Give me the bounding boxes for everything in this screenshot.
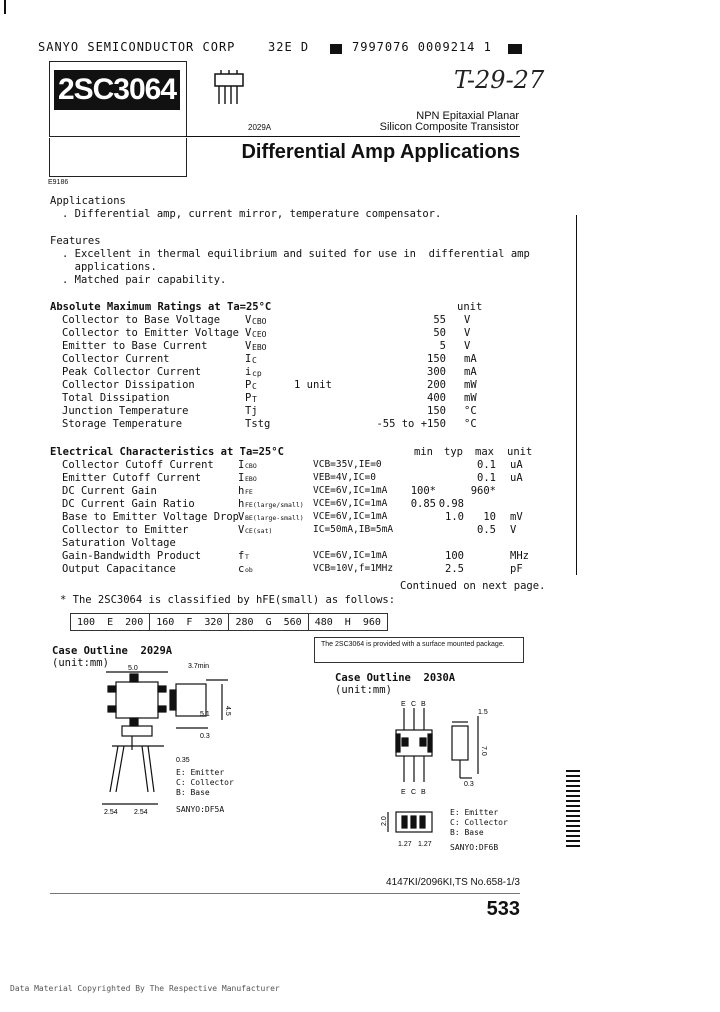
elec-col-min: min [414, 446, 433, 458]
abs-unit: V [464, 327, 471, 339]
part-number-badge [54, 70, 180, 110]
elec-heading: Electrical Characteristics at Ta=25°C [50, 446, 284, 458]
outline-a-legend-b: B: Base [176, 788, 210, 797]
elec-param: DC Current Gain Ratio [62, 498, 195, 510]
elec-symbol: c [238, 563, 245, 575]
part-number: 2SC3064 [57, 73, 177, 106]
abs-max-heading: Absolute Maximum Ratings at Ta=25°C [50, 301, 272, 313]
abs-unit: V [464, 340, 471, 352]
outline-b-pin-top-e: E [401, 701, 406, 708]
outline-a-dim-1: 5.0 [128, 665, 138, 672]
elec-col-unit: unit [507, 446, 533, 458]
elec-max: 0.1 [477, 472, 496, 484]
elec-min: 0.85 [410, 498, 436, 510]
outline-a-dim-5: 0.3 [200, 733, 210, 740]
outline-b-pin-bot-b: B [421, 789, 426, 796]
outline-a-dim-8: 2.54 [134, 809, 148, 816]
elec-param: Output Capacitance [62, 563, 176, 575]
abs-symbol-sub: CBO [252, 317, 267, 326]
footer-rule [50, 893, 520, 894]
header-code: 32E D [268, 40, 310, 54]
outline-a-dim-2: 3.7min [188, 663, 210, 670]
elec-param: Emitter Cutoff Current [62, 472, 202, 484]
abs-value: 50 [433, 327, 446, 339]
elec-param: Collector Cutoff Current [62, 459, 214, 471]
elec-symbol: V [238, 511, 245, 523]
outline-b-pin-bot-c: C [411, 789, 417, 796]
applications-heading: Applications [50, 195, 126, 207]
outline-a-drawing [92, 660, 252, 820]
elec-condition: IC=50mA,IB=5mA [313, 524, 394, 535]
classification-intro: * The 2SC3064 is classified by hFE(small) as follows: [60, 594, 396, 606]
outline-a-legend-e: E: Emitter [176, 768, 225, 777]
type-line-2: Silicon Composite Transistor [379, 121, 519, 133]
elec-condition: VEB=4V,IC=0 [313, 472, 376, 483]
copyright-note: Data Material Copyrighted By The Respective Manufacturer [10, 984, 280, 993]
outline-b-dim-6: 2.0 [381, 816, 388, 826]
abs-value: -55 to +150 [376, 418, 446, 430]
abs-symbol: P [245, 392, 252, 404]
outline-b-tag: SANYO:DF6B [450, 843, 499, 852]
outline-b-dim-3: 0.3 [464, 781, 474, 788]
type-line-1: NPN Epitaxial Planar [416, 110, 519, 122]
elec-unit: uA [510, 472, 523, 484]
elec-symbol: f [238, 550, 245, 562]
elec-symbol: I [238, 472, 245, 484]
abs-symbol-sub: C [252, 382, 257, 391]
abs-param: Junction Temperature [62, 405, 189, 417]
page-number: 533 [486, 898, 520, 920]
abs-symbol: i [245, 366, 252, 378]
abs-symbol: P [245, 379, 252, 391]
company-name: SANYO SEMICONDUCTOR CORP [38, 40, 236, 54]
elec-symbol-sub: T [245, 553, 249, 561]
outline-b-pin-top-b: B [421, 701, 426, 708]
abs-max-unit-header: unit [457, 301, 483, 313]
elec-max: 0.1 [477, 459, 496, 471]
abs-value: 300 [427, 366, 446, 378]
abs-value: 5 [439, 340, 446, 352]
header-barcode-text: 7997076 0009214 1 [352, 40, 492, 54]
abs-symbol: V [245, 327, 252, 339]
elec-param: Saturation Voltage [62, 537, 176, 549]
barcode-mark-right [508, 44, 522, 54]
outline-a-dim-4: 5.1 [200, 711, 210, 718]
abs-symbol-sub: EBO [252, 343, 267, 352]
elec-symbol: I [238, 459, 245, 471]
package-label: 2029A [248, 123, 272, 132]
elec-col-max: max [475, 446, 494, 458]
abs-unit: mW [464, 392, 477, 404]
outline-a-legend-c: C: Collector [176, 778, 234, 787]
right-edge-marks [566, 770, 580, 850]
abs-param: Total Dissipation [62, 392, 170, 404]
abs-symbol-sub: CEO [252, 330, 267, 339]
outline-a-dim-3: 4.5 [224, 706, 231, 716]
outline-a-tag: SANYO:DF5A [176, 805, 225, 814]
outline-b-unit: (unit:mm) [335, 684, 392, 696]
elec-min: 100* [410, 485, 436, 497]
class-cell-g: 280 G 560 [229, 614, 308, 631]
elec-symbol-sub: ob [245, 566, 253, 574]
headline: Differential Amp Applications [241, 141, 520, 163]
elec-unit: MHz [510, 550, 529, 562]
abs-value: 150 [427, 405, 446, 417]
elec-symbol-sub: FE [245, 488, 253, 496]
features-item-1: . Excellent in thermal equilibrium and suited for use in differential amp [62, 248, 530, 260]
elec-param: Collector to Emitter [62, 524, 189, 536]
abs-param: Collector to Base Voltage [62, 314, 221, 326]
outline-b-pin-bot-e: E [401, 789, 406, 796]
part-number-box-lower [49, 138, 187, 177]
continued-note: Continued on next page. [400, 580, 546, 592]
elec-max: 0.5 [477, 524, 496, 536]
class-cell-h: 480 H 960 [308, 614, 387, 631]
elec-param: DC Current Gain [62, 485, 157, 497]
abs-param: Emitter to Base Current [62, 340, 208, 352]
elec-unit: uA [510, 459, 523, 471]
outline-b-pin-top-c: C [411, 701, 417, 708]
elec-typ: 0.98 [438, 498, 464, 510]
abs-value: 55 [433, 314, 446, 326]
outline-a-title: Case Outline 2029A [52, 645, 173, 657]
abs-param: Collector Dissipation [62, 379, 195, 391]
abs-condition: 1 unit [294, 379, 332, 391]
outline-b-dim-2: 7.0 [480, 746, 487, 756]
abs-symbol: V [245, 340, 252, 352]
elec-symbol-sub: CBO [245, 462, 257, 470]
class-cell-e: 100 E 200 [71, 614, 150, 631]
outline-a-dim-6: 0.35 [176, 757, 190, 764]
elec-condition: VCB=10V,f=1MHz [313, 563, 394, 574]
abs-unit: mA [464, 353, 477, 365]
outline-b-dim-1: 1.5 [478, 709, 488, 716]
elec-max: 960* [470, 485, 496, 497]
abs-value: 150 [427, 353, 446, 365]
abs-value: 200 [427, 379, 446, 391]
elec-unit: V [510, 524, 517, 536]
outline-a-unit: (unit:mm) [52, 657, 109, 669]
abs-unit: mW [464, 379, 477, 391]
elec-symbol-sub: FE(large/small) [245, 501, 304, 509]
elec-condition: VCE=6V,IC=1mA [313, 485, 388, 496]
abs-value: 400 [427, 392, 446, 404]
abs-symbol: V [245, 314, 252, 326]
document-number: 4147KI/2096KI,TS No.658-1/3 [386, 877, 520, 888]
outline-b-legend-b: B: Base [450, 828, 484, 837]
applications-item: . Differential amp, current mirror, temperature compensator. [62, 208, 442, 220]
outline-b-dim-4: 1.27 [398, 841, 412, 848]
elec-condition: VCE=6V,IC=1mA [313, 498, 388, 509]
code-mark: E9186 [48, 179, 69, 186]
elec-symbol: h [238, 485, 245, 497]
outline-b-title: Case Outline 2030A [335, 672, 456, 684]
abs-param: Storage Temperature [62, 418, 183, 430]
elec-col-typ: typ [444, 446, 463, 458]
outline-a-dim-7: 2.54 [104, 809, 118, 816]
abs-symbol-sub: T [252, 395, 257, 404]
abs-unit: °C [464, 418, 477, 430]
features-item-2: . Matched pair capability. [62, 274, 227, 286]
handwritten-annotation: T-29-27 [454, 66, 545, 94]
right-margin-rule [576, 215, 577, 575]
elec-unit: pF [510, 563, 523, 575]
elec-unit: mV [510, 511, 523, 523]
package-icon [212, 70, 246, 110]
abs-unit: mA [464, 366, 477, 378]
elec-param: Base to Emitter Voltage Drop [62, 511, 240, 523]
elec-typ: 1.0 [445, 511, 464, 523]
title-rule [185, 136, 520, 137]
outline-b-dim-5: 1.27 [418, 841, 432, 848]
abs-unit: V [464, 314, 471, 326]
abs-param: Collector Current [62, 353, 170, 365]
elec-symbol-sub: CE(sat) [245, 527, 273, 535]
elec-condition: VCE=6V,IC=1mA [313, 511, 388, 522]
abs-param: Peak Collector Current [62, 366, 202, 378]
features-heading: Features [50, 235, 101, 247]
features-item-1-cont: applications. [62, 261, 157, 273]
surface-mount-note: The 2SC3064 is provided with a surface mounted package. [314, 637, 524, 663]
class-cell-f: 160 F 320 [150, 614, 229, 631]
left-margin-rule [4, 0, 6, 14]
elec-typ: 100 [445, 550, 464, 562]
abs-symbol-sub: C [252, 356, 257, 365]
elec-symbol: h [238, 498, 245, 510]
abs-symbol-sub: cp [252, 369, 262, 378]
elec-condition: VCE=6V,IC=1mA [313, 550, 388, 561]
elec-param: Gain-Bandwidth Product [62, 550, 202, 562]
barcode-mark-left [330, 44, 342, 54]
elec-typ: 2.5 [445, 563, 464, 575]
elec-symbol-sub: EBO [245, 475, 257, 483]
abs-unit: °C [464, 405, 477, 417]
elec-condition: VCB=35V,IE=0 [313, 459, 382, 470]
elec-symbol: V [238, 524, 245, 536]
abs-symbol: I [245, 353, 252, 365]
abs-param: Collector to Emitter Voltage [62, 327, 240, 339]
outline-b-legend-e: E: Emitter [450, 808, 499, 817]
elec-symbol-sub: BE(large-small) [245, 514, 304, 522]
abs-symbol: Tstg [245, 418, 271, 430]
abs-symbol: Tj [245, 405, 258, 417]
elec-max: 10 [483, 511, 496, 523]
outline-b-legend-c: C: Collector [450, 818, 508, 827]
classification-table [70, 613, 388, 631]
